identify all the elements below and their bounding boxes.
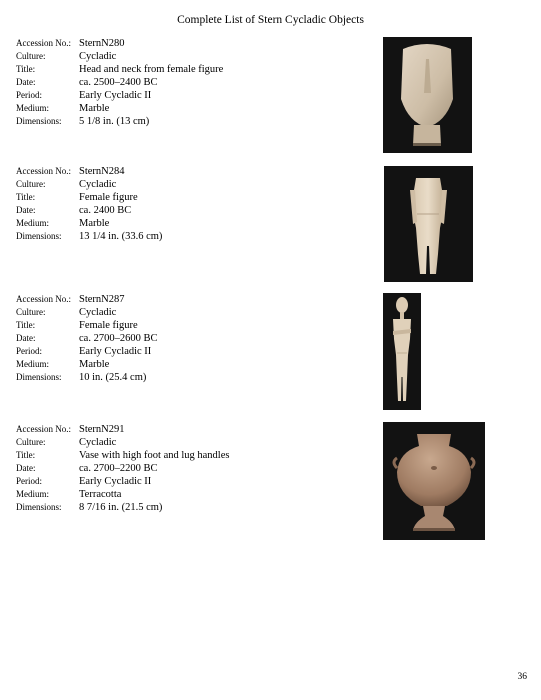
accession-row xyxy=(16,424,316,437)
date-label: Date: xyxy=(16,77,36,87)
dimensions-value: 13 1/4 in. (33.6 cm) xyxy=(79,231,163,242)
period-row xyxy=(16,346,316,359)
medium-value: Marble xyxy=(79,218,110,229)
dimensions-label: Dimensions: xyxy=(16,502,62,512)
date-row xyxy=(16,77,316,90)
title-row xyxy=(16,320,316,333)
medium-row xyxy=(16,218,316,231)
period-value: Early Cycladic II xyxy=(79,346,152,357)
object-record-1 xyxy=(16,38,316,129)
date-row xyxy=(16,205,316,218)
date-value: ca. 2500–2400 BC xyxy=(79,77,158,88)
dimensions-row xyxy=(16,502,316,515)
medium-label: Medium: xyxy=(16,359,49,369)
dimensions-row xyxy=(16,116,316,129)
period-label: Period: xyxy=(16,476,42,486)
date-label: Date: xyxy=(16,205,36,215)
culture-label: Culture: xyxy=(16,51,46,61)
dimensions-label: Dimensions: xyxy=(16,372,62,382)
dimensions-label: Dimensions: xyxy=(16,116,62,126)
medium-row xyxy=(16,359,316,372)
culture-value: Cycladic xyxy=(79,179,117,190)
title-row xyxy=(16,192,316,205)
culture-value: Cycladic xyxy=(79,437,117,448)
dimensions-label: Dimensions: xyxy=(16,231,62,241)
dimensions-row xyxy=(16,231,316,244)
date-label: Date: xyxy=(16,333,36,343)
date-row xyxy=(16,463,316,476)
accession-row xyxy=(16,38,316,51)
page-title: Complete List of Stern Cycladic Objects xyxy=(177,14,364,26)
date-value: ca. 2700–2600 BC xyxy=(79,333,158,344)
accession-value: SternN287 xyxy=(79,294,125,305)
culture-label: Culture: xyxy=(16,307,46,317)
period-label: Period: xyxy=(16,346,42,356)
accession-value: SternN291 xyxy=(79,424,125,435)
period-row xyxy=(16,476,316,489)
period-label: Period: xyxy=(16,90,42,100)
accession-value: SternN280 xyxy=(79,38,125,49)
medium-value: Marble xyxy=(79,103,110,114)
title-label: Title: xyxy=(16,450,36,460)
culture-label: Culture: xyxy=(16,179,46,189)
medium-row xyxy=(16,103,316,116)
accession-row xyxy=(16,294,316,307)
head-and-neck-photo xyxy=(383,37,472,153)
title-value: Head and neck from female figure xyxy=(79,64,224,75)
title-value: Vase with high foot and lug handles xyxy=(79,450,230,461)
title-label: Title: xyxy=(16,64,36,74)
medium-label: Medium: xyxy=(16,489,49,499)
culture-row xyxy=(16,437,316,450)
title-value: Female figure xyxy=(79,192,138,203)
medium-label: Medium: xyxy=(16,103,49,113)
medium-row xyxy=(16,489,316,502)
title-value: Female figure xyxy=(79,320,138,331)
female-figure-photo-2 xyxy=(383,293,421,410)
dimensions-value: 10 in. (25.4 cm) xyxy=(79,372,147,383)
culture-row xyxy=(16,307,316,320)
accession-label: Accession No.: xyxy=(16,294,71,304)
culture-value: Cycladic xyxy=(79,307,117,318)
period-value: Early Cycladic II xyxy=(79,90,152,101)
accession-label: Accession No.: xyxy=(16,424,71,434)
title-row xyxy=(16,64,316,77)
period-value: Early Cycladic II xyxy=(79,476,152,487)
medium-label: Medium: xyxy=(16,218,49,228)
culture-label: Culture: xyxy=(16,437,46,447)
title-label: Title: xyxy=(16,320,36,330)
period-row xyxy=(16,90,316,103)
date-label: Date: xyxy=(16,463,36,473)
culture-value: Cycladic xyxy=(79,51,117,62)
date-value: ca. 2400 BC xyxy=(79,205,132,216)
accession-label: Accession No.: xyxy=(16,38,71,48)
female-figure-photo-1 xyxy=(384,166,473,282)
date-row xyxy=(16,333,316,346)
date-value: ca. 2700–2200 BC xyxy=(79,463,158,474)
object-record-2 xyxy=(16,166,316,244)
medium-value: Marble xyxy=(79,359,110,370)
accession-row xyxy=(16,166,316,179)
accession-label: Accession No.: xyxy=(16,166,71,176)
dimensions-row xyxy=(16,372,316,385)
object-record-3 xyxy=(16,294,316,385)
object-record-4 xyxy=(16,424,316,515)
dimensions-value: 8 7/16 in. (21.5 cm) xyxy=(79,502,163,513)
medium-value: Terracotta xyxy=(79,489,122,500)
dimensions-value: 5 1/8 in. (13 cm) xyxy=(79,116,150,127)
vase-photo xyxy=(383,422,485,540)
culture-row xyxy=(16,51,316,64)
title-row xyxy=(16,450,316,463)
page-number: 36 xyxy=(517,672,527,682)
accession-value: SternN284 xyxy=(79,166,125,177)
culture-row xyxy=(16,179,316,192)
title-label: Title: xyxy=(16,192,36,202)
